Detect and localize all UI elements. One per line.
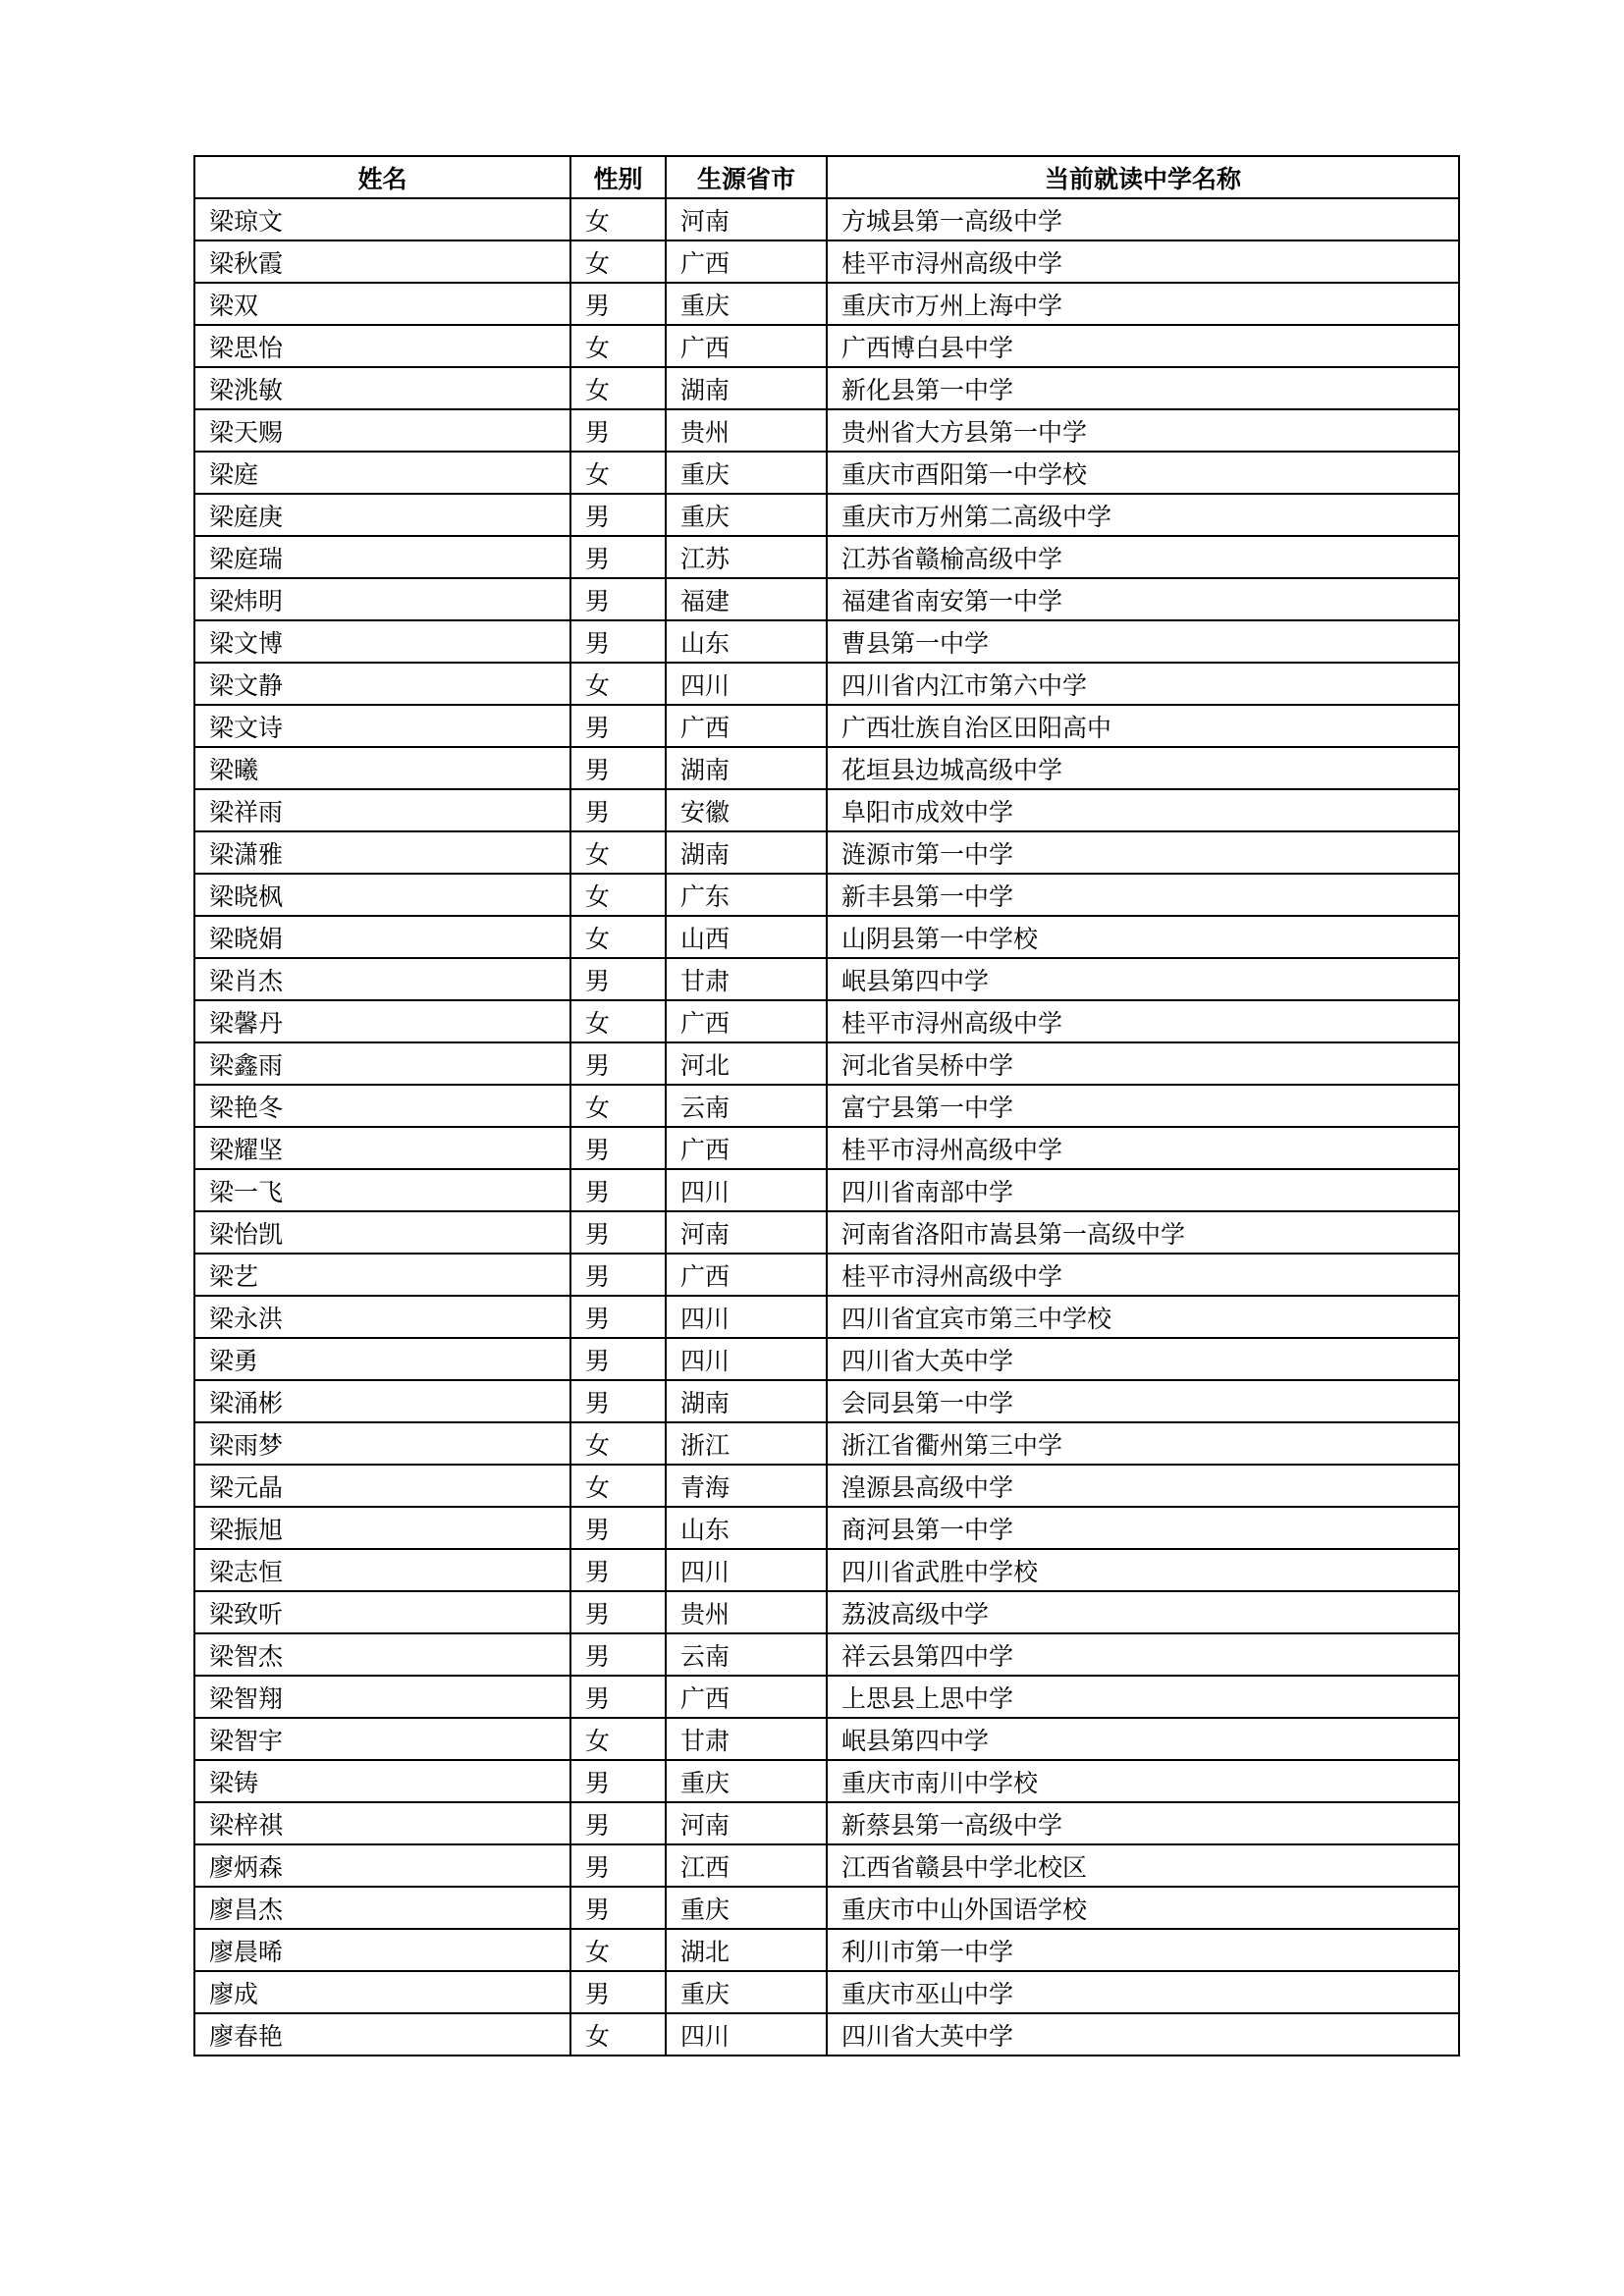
table-row xyxy=(194,409,1459,452)
cell-school: 江西省赣县中学北校区 xyxy=(827,1844,1459,1887)
cell-school: 山阴县第一中学校 xyxy=(827,916,1459,958)
cell-province: 湖北 xyxy=(666,1929,827,1971)
cell-name: 梁志恒 xyxy=(194,1549,570,1591)
cell-province: 山西 xyxy=(666,916,827,958)
cell-province: 浙江 xyxy=(666,1422,827,1465)
cell-name: 梁涌彬 xyxy=(194,1380,570,1422)
cell-gender: 女 xyxy=(570,663,666,705)
cell-gender: 男 xyxy=(570,1254,666,1296)
cell-gender: 男 xyxy=(570,1844,666,1887)
table-row xyxy=(194,1971,1459,2013)
cell-gender: 男 xyxy=(570,1380,666,1422)
table-row xyxy=(194,1465,1459,1507)
table-row xyxy=(194,1718,1459,1760)
cell-school: 荔波高级中学 xyxy=(827,1591,1459,1633)
cell-name: 梁庭庚 xyxy=(194,494,570,536)
cell-gender: 女 xyxy=(570,2013,666,2056)
cell-school: 方城县第一高级中学 xyxy=(827,198,1459,240)
cell-school: 重庆市万州上海中学 xyxy=(827,283,1459,325)
header-gender: 性别 xyxy=(570,156,666,198)
cell-name: 廖春艳 xyxy=(194,2013,570,2056)
cell-province: 四川 xyxy=(666,2013,827,2056)
cell-province: 山东 xyxy=(666,1507,827,1549)
table-row xyxy=(194,874,1459,916)
cell-province: 云南 xyxy=(666,1085,827,1127)
cell-school: 桂平市浔州高级中学 xyxy=(827,1254,1459,1296)
cell-province: 贵州 xyxy=(666,409,827,452)
cell-school: 福建省南安第一中学 xyxy=(827,578,1459,620)
cell-school: 江苏省赣榆高级中学 xyxy=(827,536,1459,578)
cell-gender: 男 xyxy=(570,1676,666,1718)
cell-province: 广西 xyxy=(666,1254,827,1296)
cell-province: 重庆 xyxy=(666,1760,827,1802)
cell-school: 四川省大英中学 xyxy=(827,2013,1459,2056)
cell-name: 廖炳森 xyxy=(194,1844,570,1887)
cell-school: 新丰县第一中学 xyxy=(827,874,1459,916)
table-row xyxy=(194,1127,1459,1169)
cell-province: 广西 xyxy=(666,240,827,283)
cell-province: 湖南 xyxy=(666,367,827,409)
cell-school: 广西壮族自治区田阳高中 xyxy=(827,705,1459,747)
header-name: 姓名 xyxy=(194,156,570,198)
cell-gender: 男 xyxy=(570,1296,666,1338)
cell-name: 梁潇雅 xyxy=(194,831,570,874)
cell-school: 阜阳市成效中学 xyxy=(827,789,1459,831)
table-row xyxy=(194,1169,1459,1211)
table-row xyxy=(194,1591,1459,1633)
cell-gender: 女 xyxy=(570,1000,666,1042)
student-table xyxy=(193,155,1460,2056)
cell-gender: 男 xyxy=(570,494,666,536)
cell-name: 梁勇 xyxy=(194,1338,570,1380)
table-row xyxy=(194,1254,1459,1296)
cell-name: 梁天赐 xyxy=(194,409,570,452)
cell-name: 梁元晶 xyxy=(194,1465,570,1507)
table-row xyxy=(194,1211,1459,1254)
cell-school: 涟源市第一中学 xyxy=(827,831,1459,874)
cell-name: 梁一飞 xyxy=(194,1169,570,1211)
table-row xyxy=(194,1380,1459,1422)
cell-name: 梁振旭 xyxy=(194,1507,570,1549)
cell-gender: 女 xyxy=(570,1929,666,1971)
table-row xyxy=(194,1042,1459,1085)
cell-school: 河南省洛阳市嵩县第一高级中学 xyxy=(827,1211,1459,1254)
table-row xyxy=(194,536,1459,578)
cell-school: 浙江省衢州第三中学 xyxy=(827,1422,1459,1465)
cell-school: 祥云县第四中学 xyxy=(827,1633,1459,1676)
cell-school: 重庆市南川中学校 xyxy=(827,1760,1459,1802)
cell-school: 商河县第一中学 xyxy=(827,1507,1459,1549)
cell-province: 贵州 xyxy=(666,1591,827,1633)
cell-province: 四川 xyxy=(666,1549,827,1591)
cell-name: 梁秋霞 xyxy=(194,240,570,283)
cell-gender: 男 xyxy=(570,1633,666,1676)
table-row xyxy=(194,916,1459,958)
cell-gender: 女 xyxy=(570,452,666,494)
cell-gender: 女 xyxy=(570,198,666,240)
cell-school: 四川省武胜中学校 xyxy=(827,1549,1459,1591)
cell-name: 梁智杰 xyxy=(194,1633,570,1676)
cell-province: 安徽 xyxy=(666,789,827,831)
cell-school: 利川市第一中学 xyxy=(827,1929,1459,1971)
cell-province: 重庆 xyxy=(666,1971,827,2013)
cell-name: 梁曦 xyxy=(194,747,570,789)
table-row xyxy=(194,1085,1459,1127)
cell-name: 梁文诗 xyxy=(194,705,570,747)
cell-name: 梁雨梦 xyxy=(194,1422,570,1465)
cell-name: 梁洮敏 xyxy=(194,367,570,409)
cell-name: 梁永洪 xyxy=(194,1296,570,1338)
cell-gender: 女 xyxy=(570,1465,666,1507)
table-row xyxy=(194,620,1459,663)
cell-name: 梁梓祺 xyxy=(194,1802,570,1844)
cell-school: 重庆市中山外国语学校 xyxy=(827,1887,1459,1929)
cell-gender: 女 xyxy=(570,1422,666,1465)
cell-province: 重庆 xyxy=(666,283,827,325)
table-row xyxy=(194,705,1459,747)
cell-school: 岷县第四中学 xyxy=(827,958,1459,1000)
cell-gender: 男 xyxy=(570,1169,666,1211)
cell-province: 四川 xyxy=(666,663,827,705)
cell-name: 梁庭 xyxy=(194,452,570,494)
cell-school: 四川省宜宾市第三中学校 xyxy=(827,1296,1459,1338)
cell-gender: 男 xyxy=(570,409,666,452)
cell-gender: 女 xyxy=(570,916,666,958)
cell-gender: 男 xyxy=(570,1338,666,1380)
cell-gender: 男 xyxy=(570,1887,666,1929)
cell-name: 梁艳冬 xyxy=(194,1085,570,1127)
cell-province: 河南 xyxy=(666,198,827,240)
table-row xyxy=(194,1887,1459,1929)
table-row xyxy=(194,747,1459,789)
cell-school: 富宁县第一中学 xyxy=(827,1085,1459,1127)
cell-gender: 男 xyxy=(570,1127,666,1169)
cell-school: 四川省内江市第六中学 xyxy=(827,663,1459,705)
cell-gender: 男 xyxy=(570,1802,666,1844)
table-row xyxy=(194,198,1459,240)
table-row xyxy=(194,1000,1459,1042)
cell-gender: 男 xyxy=(570,1211,666,1254)
cell-name: 梁智宇 xyxy=(194,1718,570,1760)
cell-gender: 男 xyxy=(570,1549,666,1591)
cell-gender: 女 xyxy=(570,367,666,409)
cell-school: 新化县第一中学 xyxy=(827,367,1459,409)
cell-school: 重庆市巫山中学 xyxy=(827,1971,1459,2013)
cell-gender: 女 xyxy=(570,240,666,283)
cell-name: 梁祥雨 xyxy=(194,789,570,831)
table-row xyxy=(194,494,1459,536)
cell-name: 梁晓娟 xyxy=(194,916,570,958)
cell-province: 河北 xyxy=(666,1042,827,1085)
table-row xyxy=(194,1338,1459,1380)
cell-province: 四川 xyxy=(666,1169,827,1211)
cell-province: 甘肃 xyxy=(666,1718,827,1760)
table-header-row xyxy=(194,156,1459,198)
cell-province: 湖南 xyxy=(666,1380,827,1422)
cell-gender: 女 xyxy=(570,831,666,874)
table-row xyxy=(194,1422,1459,1465)
cell-gender: 女 xyxy=(570,1085,666,1127)
table-row xyxy=(194,1296,1459,1338)
cell-name: 梁耀坚 xyxy=(194,1127,570,1169)
cell-name: 梁文博 xyxy=(194,620,570,663)
table-row xyxy=(194,240,1459,283)
cell-province: 广东 xyxy=(666,874,827,916)
table-row xyxy=(194,578,1459,620)
table-row xyxy=(194,1844,1459,1887)
cell-name: 梁铸 xyxy=(194,1760,570,1802)
cell-name: 廖成 xyxy=(194,1971,570,2013)
header-province: 生源省市 xyxy=(666,156,827,198)
cell-name: 梁怡凯 xyxy=(194,1211,570,1254)
cell-name: 梁琼文 xyxy=(194,198,570,240)
cell-school: 上思县上思中学 xyxy=(827,1676,1459,1718)
cell-school: 花垣县边城高级中学 xyxy=(827,747,1459,789)
table-row xyxy=(194,831,1459,874)
cell-name: 梁肖杰 xyxy=(194,958,570,1000)
cell-province: 重庆 xyxy=(666,494,827,536)
cell-province: 四川 xyxy=(666,1296,827,1338)
cell-province: 山东 xyxy=(666,620,827,663)
cell-province: 湖南 xyxy=(666,747,827,789)
cell-gender: 男 xyxy=(570,620,666,663)
cell-gender: 男 xyxy=(570,536,666,578)
cell-gender: 男 xyxy=(570,1591,666,1633)
table-row xyxy=(194,1549,1459,1591)
cell-school: 重庆市酉阳第一中学校 xyxy=(827,452,1459,494)
table-row xyxy=(194,452,1459,494)
cell-gender: 男 xyxy=(570,1507,666,1549)
cell-school: 广西博白县中学 xyxy=(827,325,1459,367)
cell-province: 甘肃 xyxy=(666,958,827,1000)
cell-gender: 男 xyxy=(570,283,666,325)
cell-province: 福建 xyxy=(666,578,827,620)
cell-gender: 男 xyxy=(570,789,666,831)
cell-school: 桂平市浔州高级中学 xyxy=(827,1000,1459,1042)
cell-gender: 男 xyxy=(570,705,666,747)
cell-school: 四川省南部中学 xyxy=(827,1169,1459,1211)
cell-school: 湟源县高级中学 xyxy=(827,1465,1459,1507)
cell-school: 岷县第四中学 xyxy=(827,1718,1459,1760)
cell-province: 河南 xyxy=(666,1211,827,1254)
cell-province: 广西 xyxy=(666,1127,827,1169)
cell-province: 广西 xyxy=(666,705,827,747)
cell-school: 重庆市万州第二高级中学 xyxy=(827,494,1459,536)
cell-province: 江苏 xyxy=(666,536,827,578)
cell-name: 梁双 xyxy=(194,283,570,325)
cell-name: 梁炜明 xyxy=(194,578,570,620)
cell-province: 广西 xyxy=(666,1000,827,1042)
cell-school: 河北省吴桥中学 xyxy=(827,1042,1459,1085)
cell-school: 四川省大英中学 xyxy=(827,1338,1459,1380)
cell-province: 四川 xyxy=(666,1338,827,1380)
cell-province: 重庆 xyxy=(666,452,827,494)
cell-province: 湖南 xyxy=(666,831,827,874)
cell-province: 河南 xyxy=(666,1802,827,1844)
cell-name: 梁馨丹 xyxy=(194,1000,570,1042)
cell-gender: 女 xyxy=(570,325,666,367)
header-school: 当前就读中学名称 xyxy=(827,156,1459,198)
cell-gender: 男 xyxy=(570,578,666,620)
table-row xyxy=(194,367,1459,409)
cell-name: 梁艺 xyxy=(194,1254,570,1296)
cell-gender: 男 xyxy=(570,1971,666,2013)
table-row xyxy=(194,958,1459,1000)
cell-gender: 男 xyxy=(570,747,666,789)
cell-name: 廖晨晞 xyxy=(194,1929,570,1971)
cell-gender: 男 xyxy=(570,1042,666,1085)
table-row xyxy=(194,283,1459,325)
cell-name: 廖昌杰 xyxy=(194,1887,570,1929)
cell-name: 梁庭瑞 xyxy=(194,536,570,578)
cell-name: 梁致听 xyxy=(194,1591,570,1633)
cell-school: 桂平市浔州高级中学 xyxy=(827,1127,1459,1169)
cell-school: 会同县第一中学 xyxy=(827,1380,1459,1422)
cell-province: 广西 xyxy=(666,325,827,367)
cell-name: 梁智翔 xyxy=(194,1676,570,1718)
cell-name: 梁思怡 xyxy=(194,325,570,367)
table-row xyxy=(194,2013,1459,2056)
cell-province: 广西 xyxy=(666,1676,827,1718)
cell-school: 桂平市浔州高级中学 xyxy=(827,240,1459,283)
table-row xyxy=(194,663,1459,705)
cell-gender: 男 xyxy=(570,958,666,1000)
cell-school: 曹县第一中学 xyxy=(827,620,1459,663)
table-row xyxy=(194,789,1459,831)
cell-province: 青海 xyxy=(666,1465,827,1507)
cell-gender: 女 xyxy=(570,1718,666,1760)
table-row xyxy=(194,1676,1459,1718)
cell-name: 梁鑫雨 xyxy=(194,1042,570,1085)
table-row xyxy=(194,1802,1459,1844)
cell-province: 云南 xyxy=(666,1633,827,1676)
cell-gender: 男 xyxy=(570,1760,666,1802)
table-row xyxy=(194,325,1459,367)
cell-name: 梁文静 xyxy=(194,663,570,705)
cell-province: 江西 xyxy=(666,1844,827,1887)
cell-province: 重庆 xyxy=(666,1887,827,1929)
table-row xyxy=(194,1929,1459,1971)
cell-gender: 女 xyxy=(570,874,666,916)
table-row xyxy=(194,1633,1459,1676)
table-row xyxy=(194,1760,1459,1802)
cell-school: 贵州省大方县第一中学 xyxy=(827,409,1459,452)
cell-name: 梁晓枫 xyxy=(194,874,570,916)
table-row xyxy=(194,1507,1459,1549)
cell-school: 新蔡县第一高级中学 xyxy=(827,1802,1459,1844)
